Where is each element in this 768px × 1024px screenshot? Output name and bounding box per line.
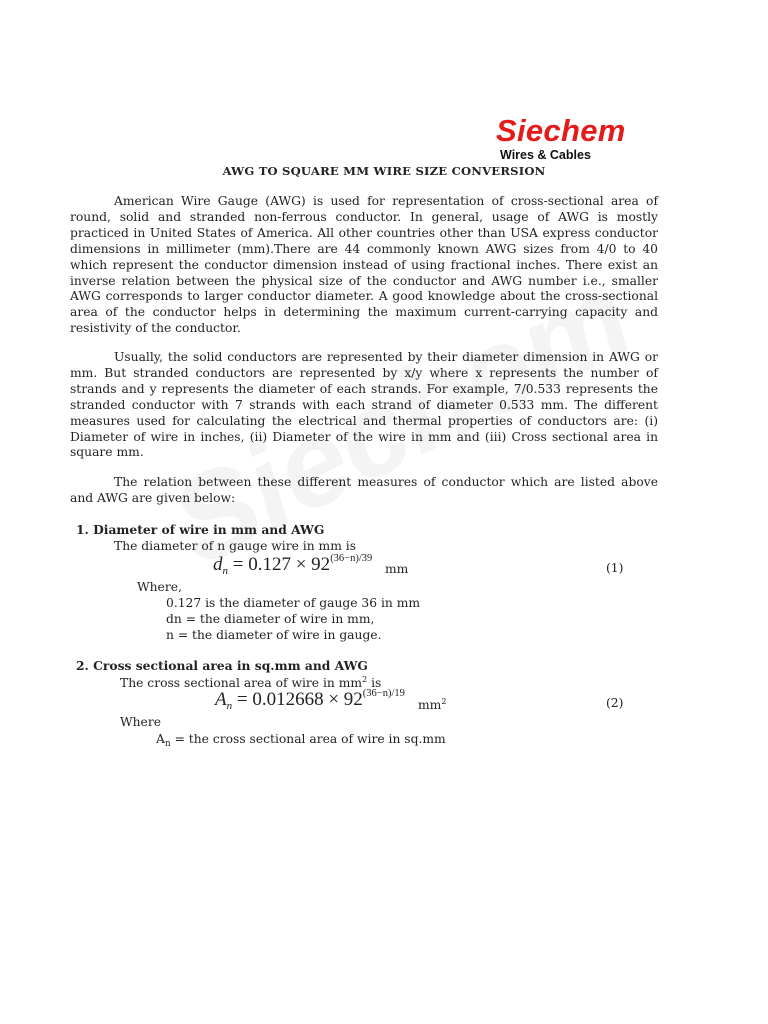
section-2-where: Where <box>120 715 161 729</box>
formula-1-body: = 0.127 × 92 <box>232 554 331 575</box>
formula-2-unit: $mm^2$ <box>418 697 447 712</box>
formula-2 <box>215 688 405 712</box>
section-1-intro: The diameter of n gauge wire in mm is <box>114 539 357 553</box>
equation-number-1: (1) <box>606 561 624 575</box>
company-logo <box>496 114 626 162</box>
paragraph-1: American Wire Gauge (AWG) is used for representation of cross-sectional area of round, solid and stranded non-ferrous conductor. In general, usage of AWG is mostly practiced in United States of America. All other countries other than USA express conductor dimensions in millimeter (mm).There are 44 commonly known AWG sizes from 4/0 to 40 which represent the conductor dimension instead of using fractional inches. There exist an inverse relation between the physical size of the conductor and AWG number i.e., smaller AWG corresponds to larger conductor diameter. A good knowledge about the cross-sectional area of the conductor helps in determining the maximum current-carrying capacity and resistivity of the conductor. <box>70 194 658 336</box>
formula-1 <box>213 553 372 577</box>
section-1-heading: 1. Diameter of wire in mm and AWG <box>76 522 325 537</box>
logo-tagline: Wires & Cables <box>500 148 591 162</box>
paragraph-2: Usually, the solid conductors are represented by their diameter dimension in AWG or mm. But stranded conductors are represented by x/y where x represents the number of strands and y represents the diameter of each strands. For example, 7/0.533 represents the stranded conductor with 7 strands with each strand of diameter 0.533 mm. The different measures used for calculating the electrical and thermal properties of conductors are: (i) Diameter of wire in inches, (ii) Diameter of the wire in mm and (iii) Cross sectional area in square mm. <box>70 350 658 460</box>
section-1-def-1: 0.127 is the diameter of gauge 36 in mm <box>166 596 421 610</box>
formula-2-body: = 0.012668 × 92 <box>236 689 363 710</box>
formula-1-unit: mm <box>385 562 409 576</box>
equation-number-2: (2) <box>606 696 624 710</box>
formula-2-exponent: (36−n)/19 <box>362 688 405 699</box>
section-1-where: Where, <box>137 580 182 594</box>
section-1-def-3: n = the diameter of wire in gauge. <box>166 628 382 642</box>
document-title: AWG TO SQUARE MM WIRE SIZE CONVERSION <box>222 164 546 178</box>
formula-1-lhs-sub: n <box>222 565 228 577</box>
paragraph-3: The relation between these different measures of conductor which are listed above and AWG are given below: <box>70 475 658 505</box>
formula-2-lhs-sub: n <box>226 700 233 712</box>
section-1-def-2: dn = the diameter of wire in mm, <box>166 612 375 626</box>
formula-2-lhs: A <box>215 689 227 710</box>
section-2-def-1: $A_n$ = the cross sectional area of wire in sq.mm <box>156 732 446 749</box>
section-2-intro: The cross sectional area of wire in $mm^2$ is <box>120 675 382 690</box>
section-2-heading: 2. Cross sectional area in sq.mm and AWG <box>76 658 368 673</box>
formula-1-lhs: d <box>213 554 223 575</box>
formula-1-exponent: (36−n)/39 <box>330 553 373 564</box>
logo-name: Siechem <box>496 113 626 148</box>
